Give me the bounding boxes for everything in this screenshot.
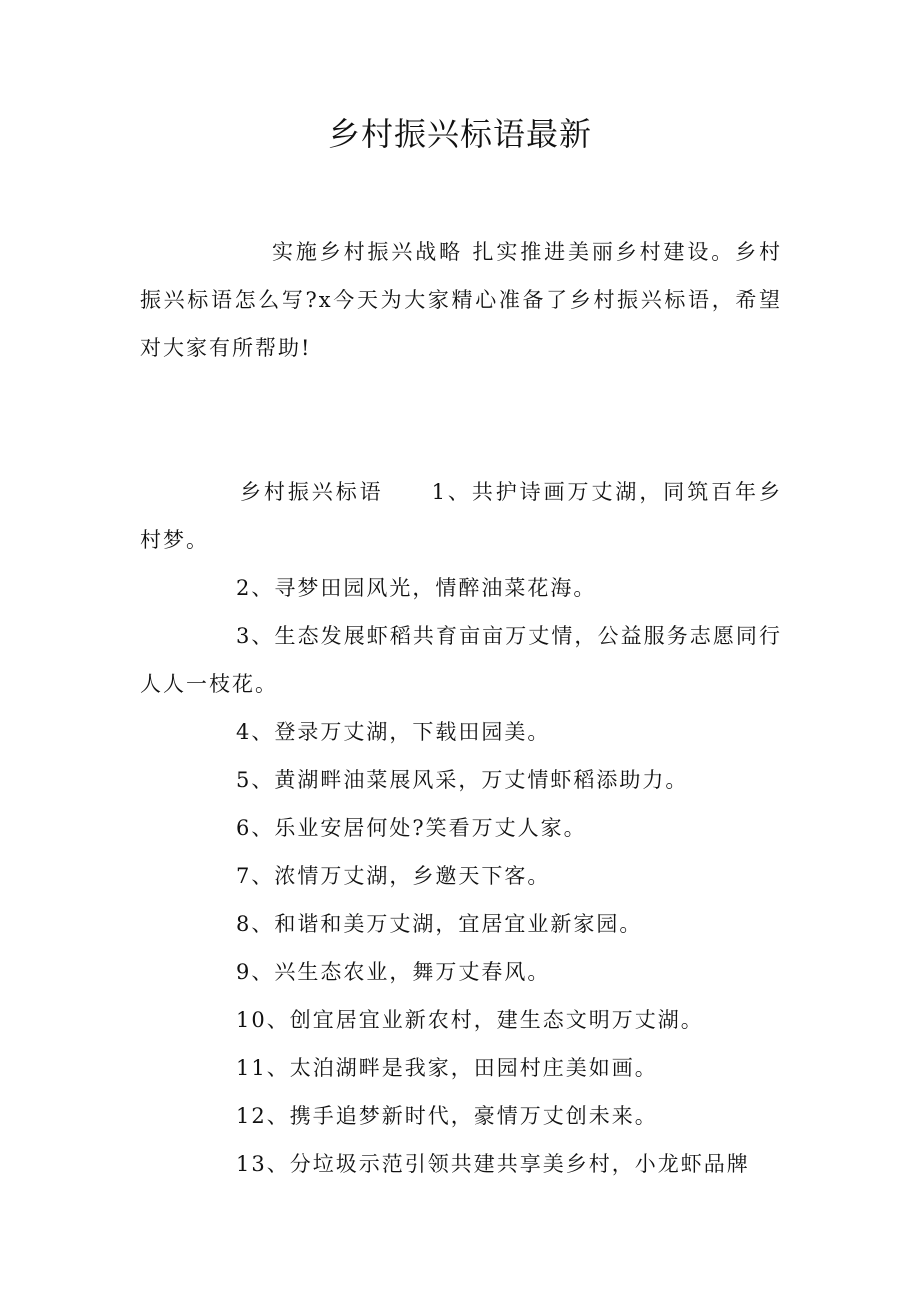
- slogan-item-5: 5、黄湖畔油菜展风采，万丈情虾稻添助力。: [236, 768, 689, 792]
- slogan-item-1: 1、共护诗画万丈湖，同筑百年乡村梦。: [140, 480, 782, 552]
- slogan-item-10: 10、创宜居宜业新农村，建生态文明万丈湖。: [236, 1008, 704, 1032]
- document-title: 乡村振兴标语最新: [327, 115, 592, 153]
- slogan-item-8: 8、和谐和美万丈湖，宜居宜业新家园。: [236, 912, 643, 936]
- slogan-item-6: 6、乐业安居何处?笑看万丈人家。: [236, 816, 587, 840]
- slogan-item-3: 3、生态发展虾稻共育亩亩万丈情，公益服务志愿同行人人一枝花。: [140, 624, 782, 696]
- slogan-item-9: 9、兴生态农业，舞万丈春风。: [236, 960, 551, 984]
- slogan-item-7: 7、浓情万丈湖，乡邀天下客。: [236, 864, 551, 888]
- slogan-item-12: 12、携手追梦新时代，豪情万丈创未来。: [236, 1104, 658, 1128]
- slogan-item-11: 11、太泊湖畔是我家，田园村庄美如画。: [236, 1056, 658, 1080]
- slogan-list-first-paragraph: [140, 468, 782, 564]
- intro-paragraph: 实施乡村振兴战略 扎实推进美丽乡村建设。乡村振兴标语怎么写?x今天为大家精心准备了乡村振兴标语，希望对大家有所帮助!: [140, 240, 782, 360]
- slogan-item-4: 4、登录万丈湖，下载田园美。: [236, 720, 551, 744]
- slogan-item-13: 13、分垃圾示范引领共建共享美乡村，小龙虾品牌: [236, 1152, 750, 1176]
- slogan-list-heading: 乡村振兴标语: [240, 480, 384, 504]
- slogan-item-2: 2、寻梦田园风光，情醉油菜花海。: [236, 576, 597, 600]
